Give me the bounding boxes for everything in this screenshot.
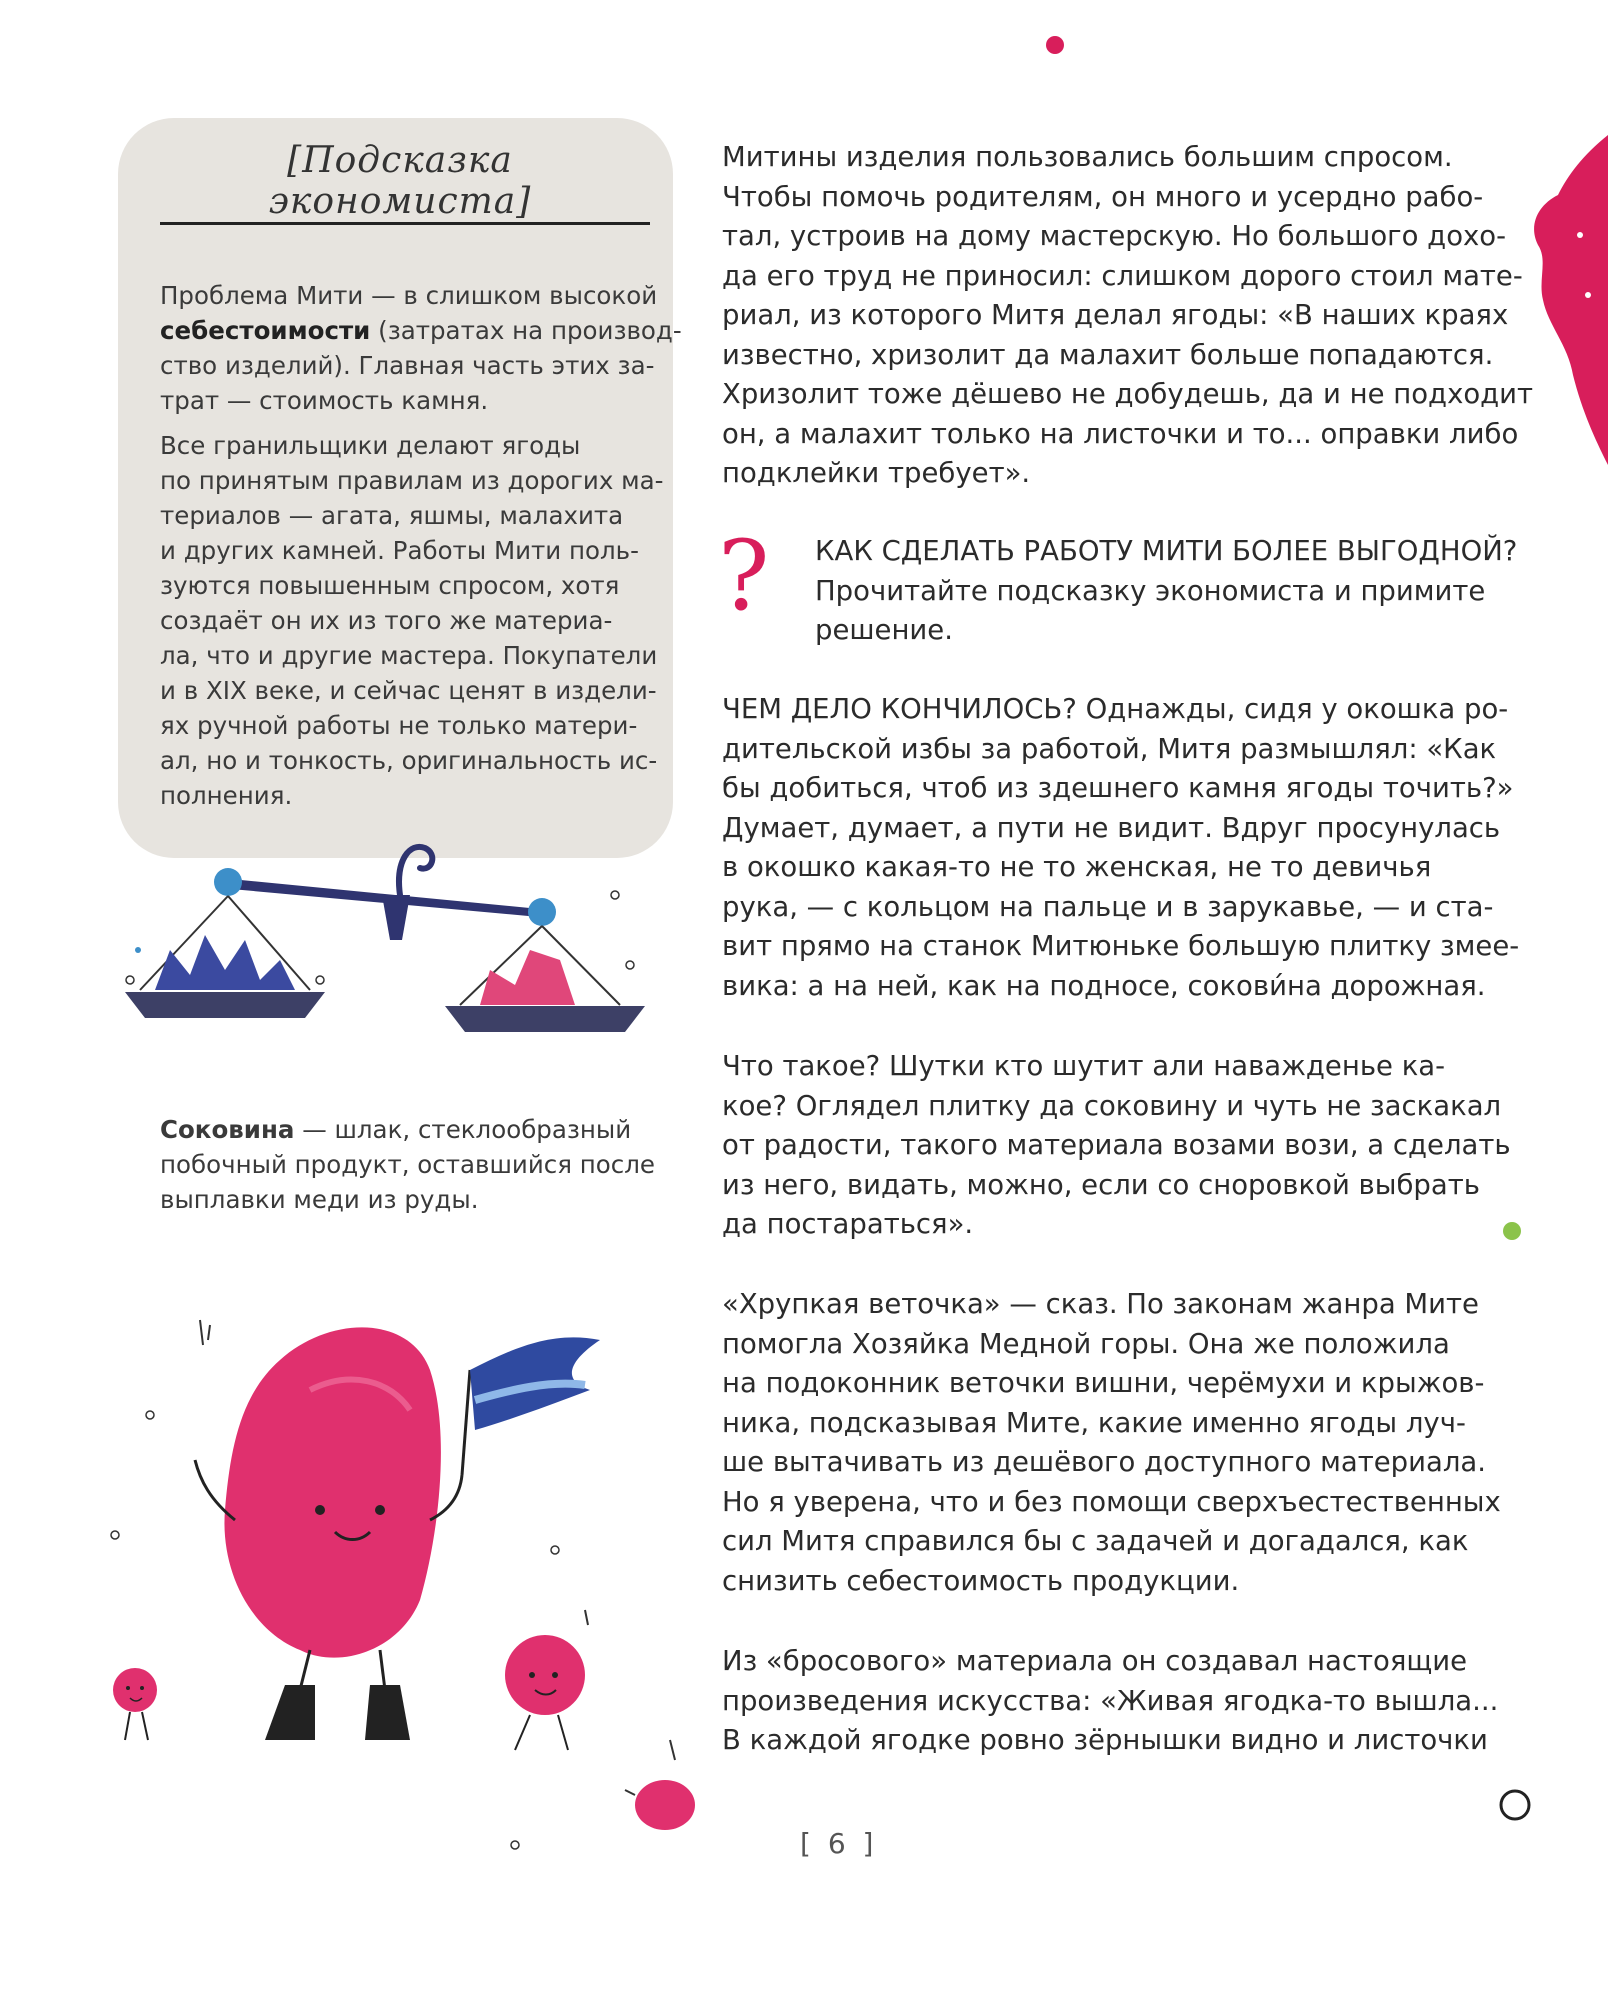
definition-line: побочный продукт, оставшийся после (160, 1150, 655, 1179)
main-line: снизить себестоимость продукции. (722, 1564, 1240, 1597)
main-paragraph-2 (722, 690, 1520, 1006)
main-line: Из «бросового» материала он создавал настоящие (722, 1645, 1468, 1677)
main-line: ЧЕМ ДЕЛО КОНЧИЛОСЬ? Однажды, сидя у окошка ро- (722, 693, 1509, 725)
main-line: тал, устроив на дому мастерскую. Но большого дохо- (722, 220, 1507, 252)
main-line: в окошко какая-то не то женская, не то девичья (722, 851, 1432, 883)
hint-line: ла, что и другие мастера. Покупатели (160, 641, 658, 670)
main-line: ше вытачивать из дешёвого доступного материала. (722, 1446, 1486, 1478)
stone-characters-illustration (90, 1270, 730, 1890)
main-paragraph-4 (722, 1285, 1512, 1601)
main-line: В каждой ягодке ровно зёрнышки видно и листочки (722, 1724, 1488, 1756)
main-line: произведения искусства: «Живая ягодка-то вышла... (722, 1684, 1499, 1717)
main-line: помогла Хозяйка Медной горы. Она же положила (722, 1327, 1450, 1360)
main-line: да постараться». (722, 1208, 974, 1240)
main-paragraph-5 (722, 1642, 1512, 1761)
definition-sokovina (160, 1112, 680, 1217)
decor-pink-dot (1040, 30, 1070, 60)
hint-line: зуются повышенным спросом, хотя (160, 571, 620, 600)
hint-title: [Подсказка экономиста] (268, 140, 532, 222)
definition-line: выплавки меди из руды. (160, 1185, 479, 1214)
main-line: да его труд не приносил: слишком дорого стоил мате- (722, 259, 1523, 292)
main-line: бы добиться, чтоб из здешнего камня ягоды точить?» (722, 772, 1514, 804)
hint-divider (160, 222, 650, 225)
question-line: КАК СДЕЛАТЬ РАБОТУ МИТИ БОЛЕЕ ВЫГОДНОЙ? (815, 535, 1518, 567)
hint-line: ство изделий). Главная часть этих за- (160, 351, 655, 380)
definition-line: Соковина — шлак, стеклообразный (160, 1115, 632, 1144)
main-line: Что такое? Шутки кто шутит али наважденье ка- (722, 1050, 1446, 1082)
main-line: он, а малахит только на листочки и то... оправки либо (722, 417, 1519, 450)
main-paragraph-3 (722, 1047, 1512, 1245)
main-line: Чтобы помочь родителям, он много и усердно рабо- (722, 180, 1484, 213)
hint-line: по принятым правилам из дорогих ма- (160, 466, 664, 495)
main-line: от радости, такого материала возами вози, а сделать (722, 1129, 1511, 1161)
scales-illustration (110, 800, 670, 1060)
hint-paragraph-1 (160, 278, 682, 418)
hint-paragraph-2 (160, 428, 664, 813)
hint-line: Проблема Мити — в слишком высокой (160, 281, 658, 310)
decor-circle-outline (1495, 1785, 1535, 1825)
main-line: риал, из которого Митя делал ягоды: «В наших краях (722, 299, 1509, 331)
hint-line: полнения. (160, 781, 293, 810)
main-line: дительской избы за работой, Митя размышлял: «Как (722, 732, 1497, 765)
main-line: «Хрупкая веточка» — сказ. По законам жанра Мите (722, 1288, 1479, 1320)
hint-line: трат — стоимость камня. (160, 386, 489, 415)
hint-line: и других камней. Работы Мити поль- (160, 536, 639, 565)
main-line: кое? Оглядел плитку да соковину и чуть не заскакал (722, 1089, 1502, 1122)
hint-line: себестоимости (затратах на производ- (160, 316, 682, 345)
main-paragraph-1 (722, 138, 1534, 494)
hint-line: ал, но и тонкость, оригинальность ис- (160, 746, 658, 775)
main-line: Но я уверена, что и без помощи сверхъестественных (722, 1485, 1501, 1518)
question-line: Прочитайте подсказку экономиста и примите (815, 574, 1486, 607)
main-line: Думает, думает, а пути не видит. Вдруг просунулась (722, 811, 1501, 844)
main-line: ника, подсказывая Мите, какие именно ягоды луч- (722, 1406, 1466, 1439)
hint-line: териалов — агата, яшмы, малахита (160, 501, 624, 530)
main-line: из него, видать, можно, если со сноровкой выбрать (722, 1168, 1480, 1201)
decor-pink-leaf (1528, 135, 1608, 465)
hint-line: Все гранильщики делают ягоды (160, 431, 581, 460)
main-line: Митины изделия пользовались большим спросом. (722, 141, 1453, 173)
hint-line: и в XIX веке, и сейчас ценят в издели- (160, 676, 657, 705)
main-line: на подоконник веточки вишни, черёмухи и крыжов- (722, 1367, 1485, 1399)
main-line: рука, — с кольцом на пальце и в зарукавье, — и ста- (722, 890, 1494, 923)
main-line: Хризолит тоже дёшево не добудешь, да и не подходит (722, 378, 1534, 410)
hint-line: ях ручной работы не только матери- (160, 711, 638, 740)
main-line: вит прямо на станок Митюньке большую плитку змее- (722, 930, 1520, 962)
page-number: [ 6 ] (800, 1827, 878, 1860)
question-block (815, 532, 1518, 651)
hint-line: создаёт он их из того же материа- (160, 606, 613, 635)
main-line: известно, хризолит да малахит больше попадаются. (722, 338, 1494, 371)
main-line: подклейки требует». (722, 457, 1031, 489)
main-line: вика: а на ней, как на подносе, сокови́на дорожная. (722, 969, 1486, 1002)
main-line: сил Митя справился бы с задачей и догадался, как (722, 1525, 1469, 1557)
question-mark-icon: ? (718, 520, 770, 632)
question-line: решение. (815, 614, 953, 646)
